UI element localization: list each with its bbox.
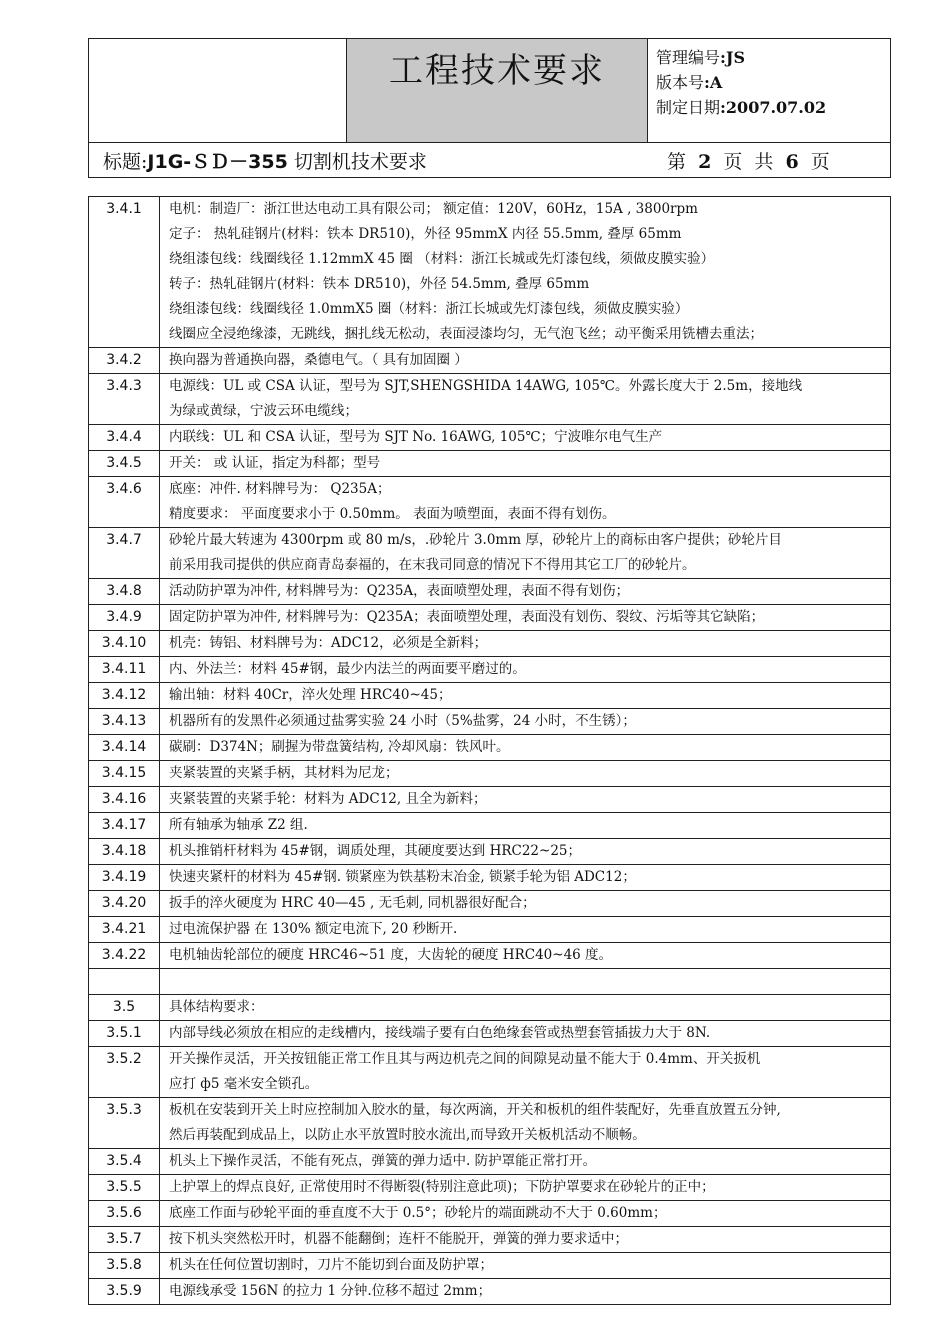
requirement-row [89,1021,891,1047]
clause-line: 绕组漆包线：线圈线径 1.0mmX5 圈（材料：浙江长城或先灯漆包线，须做皮膜实验） [169,301,689,317]
clause-text [160,735,891,761]
requirement-row [89,657,891,683]
clause-text [160,1098,891,1149]
clause-number: 3.5.9 [89,1279,160,1305]
page-indicator: 第 2 页 共 6 页 [667,151,830,173]
version-number: 版本号:A [656,73,723,92]
subject-bar [89,142,890,179]
clause-line: 电源线承受 156N 的拉力 1 分钟.位移不超过 2mm； [169,1283,492,1299]
clause-line: 碳刷：D374N；刷握为带盘簧结构, 冷却风扇：铁风叶。 [169,739,510,755]
clause-line: 内、外法兰：材料 45#钢，最少内法兰的两面要平磨过的。 [169,661,526,677]
clause-line: 机器所有的发黑件必须通过盐雾实验 24 小时（5%盐雾，24 小时，不生锈）； [169,713,636,729]
clause-line: 扳手的淬火硬度为 HRC 40—45 , 无毛刺, 同机器很好配合； [169,895,536,911]
requirement-row [89,943,891,969]
clause-line: 砂轮片最大转速为 4300rpm 或 80 m/s，.砂轮片 3.0mm 厚，砂轮片上的商标由客户提供；砂轮片目 [169,532,782,548]
clause-text [160,865,891,891]
clause-number: 3.5.1 [89,1021,160,1047]
clause-text [160,1253,891,1279]
document-meta [656,45,826,120]
clause-text [160,761,891,787]
clause-number: 3.5.5 [89,1175,160,1201]
issue-date: 制定日期:2007.07.02 [656,98,827,117]
requirement-row [89,348,891,374]
requirement-row [89,374,891,425]
clause-line: 应打 ф5 毫米安全锁孔。 [169,1076,319,1092]
clause-line: 内部导线必须放在相应的走线槽内，接线端子要有白色绝缘套管或热塑套管插拔力大于 8N. [169,1025,711,1041]
clause-number: 3.5.6 [89,1201,160,1227]
clause-number: 3.4.3 [89,374,160,425]
clause-line: 电机：制造厂：浙江世达电动工具有限公司； 额定值：120V，60Hz，15A , 3800rpm [169,201,698,217]
requirement-row [89,425,891,451]
clause-text [160,374,891,425]
clause-number: 3.4.14 [89,735,160,761]
clause-number: 3.5.4 [89,1149,160,1175]
requirement-row [89,528,891,579]
requirement-row [89,1098,891,1149]
clause-text [160,579,891,605]
clause-line: 机壳：铸铝、材料牌号为：ADC12，必须是全新料； [169,635,488,651]
requirement-row [89,477,891,528]
requirement-row [89,1047,891,1098]
clause-text [160,1047,891,1098]
document-header [88,38,891,178]
requirement-row [89,865,891,891]
clause-text [160,917,891,943]
requirement-row [89,1227,891,1253]
requirement-row [89,735,891,761]
clause-line: 夹紧装置的夹紧手柄，其材料为尼龙； [169,765,399,781]
clause-line: 前采用我司提供的供应商青岛泰福的，在末我司同意的情况下不得用其它工厂的砂轮片。 [169,557,696,573]
requirement-row [89,631,891,657]
clause-line: 固定防护罩为冲件, 材料牌号为：Q235A；表面喷塑处理，表面没有划伤、裂纹、污垢等其它缺陷； [169,609,765,625]
clause-line: 开关： 或 认证，指定为科都；型号 [169,455,381,471]
clause-line: 电源线：UL 或 CSA 认证，型号为 SJT,SHENGSHIDA 14AWG, 105℃。外露长度大于 2.5m，接地线 [169,378,803,394]
requirement-row [89,579,891,605]
requirement-row [89,709,891,735]
clause-text [160,197,891,348]
clause-text [160,477,891,528]
clause-line: 然后再装配到成品上，以防止水平放置时胶水流出,而导致开关板机活动不顺畅。 [169,1127,646,1143]
clause-line: 输出轴：材料 40Cr，淬火处理 HRC40~45； [169,687,452,703]
clause-number: 3.4.8 [89,579,160,605]
clause-number: 3.4.5 [89,451,160,477]
requirements-table [88,196,891,1305]
clause-number: 3.4.1 [89,197,160,348]
clause-line: 底座工作面与砂轮平面的垂直度不大于 0.5°；砂轮片的端面跳动不大于 0.60mm； [169,1205,667,1221]
requirement-row [89,451,891,477]
clause-line: 活动防护罩为冲件, 材料牌号为：Q235A，表面喷塑处理，表面不得有划伤； [169,583,630,599]
clause-number: 3.4.20 [89,891,160,917]
clause-number: 3.4.22 [89,943,160,969]
clause-line: 按下机头突然松开时，机器不能翻倒；连杆不能脱开，弹簧的弹力要求适中； [169,1231,628,1247]
clause-text [160,839,891,865]
clause-line: 绕组漆包线：线圈线径 1.12mmX 45 圈 （材料：浙江长城或先灯漆包线，须做皮膜实验） [169,251,715,267]
requirement-row [89,917,891,943]
clause-number: 3.4.18 [89,839,160,865]
requirement-row [89,1149,891,1175]
clause-line: 机头在任何位置切割时，刀片不能切到台面及防护罩； [169,1257,493,1273]
requirement-row [89,761,891,787]
clause-text [160,528,891,579]
clause-text [160,605,891,631]
clause-number: 3.4.21 [89,917,160,943]
clause-line: 线圈应全浸绝缘漆，无跳线，捆扎线无松动，表面浸漆均匀，无气泡飞丝；动平衡采用铣槽去重法； [169,326,763,342]
requirement-row [89,969,891,995]
requirement-row [89,1201,891,1227]
requirement-row [89,1253,891,1279]
clause-text [160,995,891,1021]
clause-number: 3.4.4 [89,425,160,451]
clause-text [160,943,891,969]
clause-number: 3.5.8 [89,1253,160,1279]
clause-number: 3.4.13 [89,709,160,735]
clause-text [160,683,891,709]
logo-area [89,39,347,142]
clause-number: 3.5.2 [89,1047,160,1098]
clause-line: 底座：冲件. 材料牌号为： Q235A； [169,481,391,497]
clause-number: 3.4.12 [89,683,160,709]
clause-number: 3.4.2 [89,348,160,374]
clause-line: 换向器为普通换向器，桑德电气。（ 具有加固圈 ） [169,352,468,368]
clause-line [169,969,890,994]
clause-line: 所有轴承为轴承 Z2 组. [169,817,308,833]
document-title: 工程技术要求 [347,39,648,142]
clause-line: 夹紧装置的夹紧手轮：材料为 ADC12, 且全为新料； [169,791,487,807]
requirement-row [89,839,891,865]
clause-number: 3.4.9 [89,605,160,631]
requirement-row [89,995,891,1021]
requirement-row [89,787,891,813]
requirement-row [89,605,891,631]
requirement-row [89,683,891,709]
clause-text [160,813,891,839]
clause-line: 内联线：UL 和 CSA 认证，型号为 SJT No. 16AWG, 105℃；宁波唯尔电气生产 [169,429,663,445]
clause-text [160,709,891,735]
clause-text [160,348,891,374]
clause-text [160,1227,891,1253]
requirement-row [89,813,891,839]
requirement-row [89,891,891,917]
clause-number: 3.5.7 [89,1227,160,1253]
management-number: 管理编号:JS [656,48,746,67]
clause-number: 3.4.15 [89,761,160,787]
clause-line: 过电流保护器 在 130% 额定电流下, 20 秒断开. [169,921,458,937]
clause-text [160,425,891,451]
clause-text [160,631,891,657]
clause-line: 快速夹紧杆的材料为 45#钢. 锁紧座为铁基粉末冶金, 锁紧手轮为铝 ADC12； [169,869,636,885]
clause-number: 3.4.17 [89,813,160,839]
clause-number: 3.4.7 [89,528,160,579]
clause-text [160,891,891,917]
clause-number: 3.4.11 [89,657,160,683]
clause-text [160,451,891,477]
clause-number [89,969,160,995]
requirement-row [89,197,891,348]
clause-line: 机头推销杆材料为 45#钢，调质处理，其硬度要达到 HRC22~25； [169,843,582,859]
clause-text [160,1021,891,1047]
clause-number: 3.4.19 [89,865,160,891]
clause-line: 定子： 热轧硅钢片(材料：铁本 DR510)，外径 95mmX 内径 55.5mm, 叠厚 65mm [169,226,682,242]
requirement-row [89,1279,891,1305]
clause-line: 为绿或黄绿，宁波云环电缆线； [169,403,358,419]
clause-number: 3.5 [89,995,160,1021]
clause-line: 开关操作灵活，开关按钮能正常工作且其与两边机壳之间的间隙晃动量不能大于 0.4mm、开关扳机 [169,1051,761,1067]
clause-line: 机头上下操作灵活，不能有死点，弹簧的弹力适中. 防护罩能正常打开。 [169,1153,597,1169]
clause-text [160,787,891,813]
clause-number: 3.5.3 [89,1098,160,1149]
clause-line: 板机在安装到开关上时应控制加入胶水的量，每次两滴，开关和板机的组件装配好，先垂直放置五分钟, [169,1102,781,1118]
clause-text [160,1175,891,1201]
clause-line: 电机轴齿轮部位的硬度 HRC46~51 度，大齿轮的硬度 HRC40~46 度。 [169,947,613,963]
document-subject: 标题:J1G-ＳＤ－355 切割机技术要求 [103,151,427,173]
clause-number: 3.4.10 [89,631,160,657]
clause-line: 精度要求： 平面度要求小于 0.50mm。 表面为喷塑面，表面不得有划伤。 [169,506,616,522]
clause-text [160,1201,891,1227]
clause-line: 转子：热轧硅钢片(材料：铁本 DR510)，外径 54.5mm, 叠厚 65mm [169,276,590,292]
clause-number: 3.4.16 [89,787,160,813]
requirement-row [89,1175,891,1201]
clause-text [160,1279,891,1305]
clause-text [160,1149,891,1175]
clause-line: 具体结构要求： [169,999,264,1015]
clause-text [160,657,891,683]
clause-line: 上护罩上的焊点良好, 正常使用时不得断裂(特别注意此项)；下防护罩要求在砂轮片的正中； [169,1179,715,1195]
clause-text [160,969,891,995]
clause-number: 3.4.6 [89,477,160,528]
